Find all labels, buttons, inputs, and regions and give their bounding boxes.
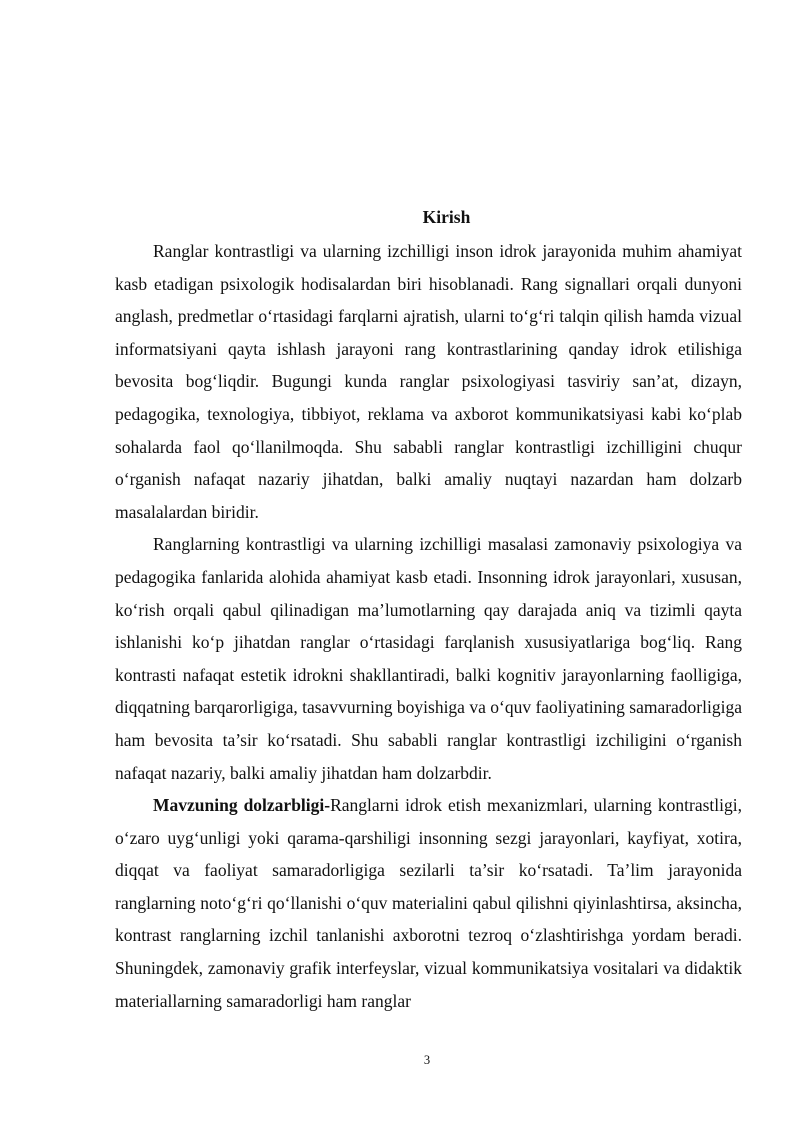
relevance-label: Mavzuning dolzarbligi- xyxy=(153,795,331,816)
section-heading: Kirish xyxy=(422,207,471,227)
paragraph-contrast: Ranglarning kontrastligi va ularning izchilligi masalasi zamonaviy psixologiya va pedagogika fanlarida alohida ahamiyat kasb etadi. Insonning idrok jarayonlari, xususan, ko‘rish orqali qabul qilinadigan ma’lumotlarning qay darajada aniq va tizimli qayta ishlanishi ko‘p jihatdan ranglar o‘rtasidagi farqlanish xususiyatlariga bog‘liq. Rang kontrasti nafaqat estetik idrokni shakllantiradi, balki kognitiv jarayonlarning faolligiga, diqqatning barqarorligiga, tasavvurning boyishiga va o‘quv faoliyatining samaradorligiga ham bevosita ta’sir ko‘rsatadi. Shu sababli ranglar kontrastligi izchiligini o‘rganish nafaqat nazariy, balki amaliy jihatdan ham dolzarbdir. xyxy=(115,534,742,783)
paragraph-relevance xyxy=(115,789,742,1017)
paragraph-intro: Ranglar kontrastligi va ularning izchilligi inson idrok jarayonida muhim ahamiyat kasb etadigan psixologik hodisalardan biri hisoblanadi. Rang signallari orqali dunyoni anglash, predmetlar o‘rtasidagi farqlarni ajratish, ularni to‘g‘ri talqin qilish hamda vizual informatsiyani qayta ishlash jarayoni rang kontrastlarining qanday idrok etilishiga bevosita bog‘liqdir. Bugungi kunda ranglar psixologiyasi tasviriy san’at, dizayn, pedagogika, texnologiya, tibbiyot, reklama va axborot kommunikatsiyasi kabi ko‘plab sohalarda faol qo‘llanilmoqda. Shu sababli ranglar kontrastligi izchilligini chuqur o‘rganish nafaqat nazariy jihatdan, balki amaliy nuqtayi nazardan ham dolzarb masalalardan biridir. xyxy=(115,241,742,522)
page-content xyxy=(115,205,742,1017)
relevance-text: Ranglarni idrok etish mexanizmlari, ularning kontrastligi, o‘zaro uyg‘unligi yoki qarama-qarshiligi insonning sezgi jarayonlari, kayfiyat, xotira, diqqat va faoliyat samaradorligiga sezilarli ta’sir ko‘rsatadi. Ta’lim jarayonida ranglarning noto‘g‘ri qo‘llanishi o‘quv materialini qabul qilishni qiyinlashtirsa, aksincha, kontrast ranglarning izchil tanlanishi axborotni tezroq o‘zlashtirishga yordam beradi. Shuningdek, zamonaviy grafik interfeyslar, vizual kommunikatsiya vositalari va didaktik materiallarning samaradorligi ham ranglar xyxy=(115,795,742,1011)
page-number: 3 xyxy=(423,1053,431,1067)
